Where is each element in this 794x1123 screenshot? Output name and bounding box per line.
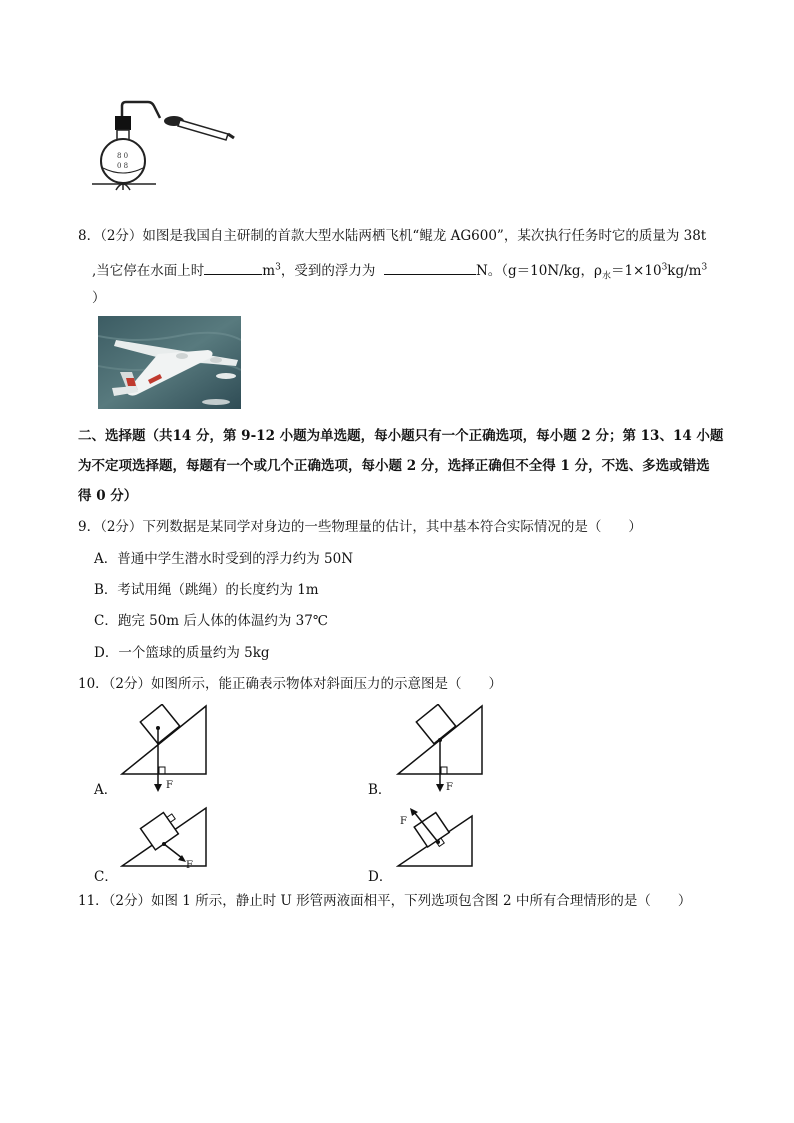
q10-d-force-label: F [400,816,407,827]
q9-stem: 9．（2分）下列数据是某同学对身边的一些物理量的估计，其中基本符合实际情况的是（ ） [78,519,642,535]
q10-c-force-label: F [186,860,193,871]
section2-line3: 得 0 分） [78,488,138,504]
q8-line2-e: kg/m [667,263,702,279]
q10-b-force-label: F [446,782,453,793]
q9-option-c[interactable]: C．跑完 50m 后人体的体温约为 37℃ [94,613,328,629]
sup-3b: 3 [661,262,668,273]
q9-option-b[interactable]: B．考试用绳（跳绳）的长度约为 1m [94,582,319,598]
section2-line1: 二、选择题（共14 分，第 9-12 小题为单选题，每小题只有一个正确选项，每小题 2 分；第 13、14 小题 [78,428,724,444]
q8-line3: ） [92,290,106,306]
buoyancy-blank[interactable] [384,260,476,275]
seaplane-photo [98,316,241,409]
q8-line2-b: ，受到的浮力为 [280,263,376,279]
q9-option-d[interactable]: D．一个篮球的质量约为 5kg [94,645,270,661]
sup-3c: 3 [701,262,708,273]
svg-text:0 8: 0 8 [117,162,129,170]
q9-option-a[interactable]: A．普通中学生潜水时受到的浮力约为 50N [94,551,354,567]
q10-stem: 10．（2分）如图所示，能正确表示物体对斜面压力的示意图是（ ） [78,676,503,692]
q8-line2-c: N。（g＝10N/kg，ρ [475,263,602,279]
unit-m: m [262,263,276,279]
q10-figure-d [396,802,492,880]
q10-a-force-label: F [166,780,173,791]
volume-blank[interactable] [204,260,262,275]
q10-figure-a [120,704,216,796]
q10-label-b[interactable]: B． [368,782,392,798]
q11-stem: 11．（2分）如图 1 所示，静止时 U 形管两液面相平，下列选项包含图 2 中所有合理情形的是（ ） [78,893,692,909]
q8-line1: 8．（2分）如图是我国自主研制的首款大型水陆两栖飞机“鲲龙 AG600”，某次执行任务时它的质量为 38t [78,228,707,244]
q8-line2-d: ＝1×10 [610,263,662,279]
q10-figure-c [120,806,216,880]
q10-figure-b [396,704,492,796]
water-sub: 水 [601,271,611,282]
sup-3: 3 [275,262,281,273]
q10-label-c[interactable]: C． [94,869,118,885]
svg-text:8 0: 8 0 [117,152,129,160]
flask-apparatus-figure [88,96,248,192]
q8-line2-a: ,当它停在水面上时 [92,263,205,279]
q8-line2 [92,260,707,282]
section2-line2: 为不定项选择题，每题有一个或几个正确选项，每小题 2 分，选择正确但不全得 1 分，不选、多选或错选 [78,458,710,474]
q10-label-d[interactable]: D． [368,869,393,885]
q10-label-a[interactable]: A． [94,782,118,798]
